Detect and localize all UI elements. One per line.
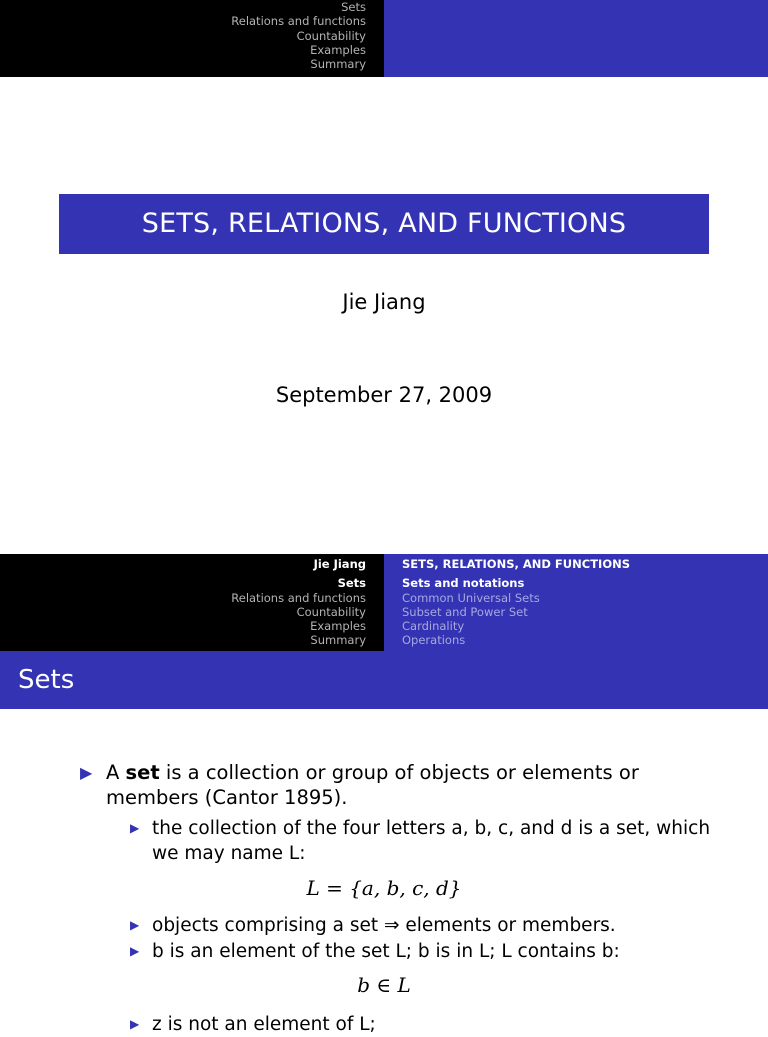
nav-section-relations[interactable]: Relations and functions [231,14,366,29]
frame-nav-sections [0,554,384,651]
subbullet-collection-example [130,816,712,866]
frame-nav-section-summary[interactable]: Summary [310,633,366,648]
top-nav-blank [384,0,768,77]
subsection-cardinality[interactable]: Cardinality [402,619,465,634]
top-nav-sections [0,0,384,77]
subbullet-elements-members [130,913,712,938]
subsection-operations[interactable]: Operations [402,633,466,648]
bullet1-post: is a collection or group of objects or elements or members (Cantor 1895). [106,761,639,809]
subsection-sets-and-notations[interactable]: Sets and notations [402,576,525,591]
subbullet-triangle-icon: ▶ [130,918,140,932]
bullet-set-definition [80,760,666,810]
subbullet2-text: objects comprising a set ⇒ elements or members. [152,915,616,936]
subbullet-triangle-icon: ▶ [130,1017,140,1031]
frame-title-text: Sets [18,665,75,695]
subbullet3-text: b is an element of the set L; b is in L; L contains b: [152,941,620,962]
frame-nav-talk-title[interactable]: SETS, RELATIONS, AND FUNCTIONS [402,557,631,571]
nav-section-examples[interactable]: Examples [310,42,366,57]
subbullet4-text: z is not an element of L; [152,1014,376,1035]
subbullet1-text: the collection of the four letters a, b, c, and d is a set, which we may name L: [152,818,711,864]
frame-nav-section-sets[interactable]: Sets [337,576,366,591]
frame-nav-section-relations[interactable]: Relations and functions [231,590,366,605]
bullet-triangle-icon: ▶ [80,763,93,782]
presentation-date: September 27, 2009 [275,383,493,407]
subsection-common-universal-sets[interactable]: Common Universal Sets [402,590,540,605]
frame-nav-section-countability[interactable]: Countability [296,604,366,619]
subbullet-b-in-l [130,939,712,964]
subbullet-triangle-icon: ▶ [130,821,140,835]
bullet1-bold: set [125,761,160,784]
frame-nav-subsections [384,554,768,651]
math-set-l [0,876,768,900]
author-name: Jie Jiang [342,290,426,314]
math-b-in-l-text: b ∈ L [357,973,411,997]
subbullet-z-not-in-l [130,1012,712,1037]
subsection-subset-power-set[interactable]: Subset and Power Set [402,604,528,619]
nav-section-countability[interactable]: Countability [296,28,366,43]
nav-section-summary[interactable]: Summary [310,57,366,72]
subbullet-triangle-icon: ▶ [130,944,140,958]
frame-nav-section-examples[interactable]: Examples [310,619,366,634]
frame-title [0,651,768,709]
presentation-title: SETS, RELATIONS, AND FUNCTIONS [141,208,627,239]
frame-nav-author[interactable]: Jie Jiang [313,557,366,571]
bullet1-pre: A [106,761,126,784]
math-set-l-text: L = {a, b, c, d} [306,876,462,900]
nav-section-sets[interactable]: Sets [341,0,366,14]
math-b-in-l [0,973,768,997]
title-box [59,194,709,254]
